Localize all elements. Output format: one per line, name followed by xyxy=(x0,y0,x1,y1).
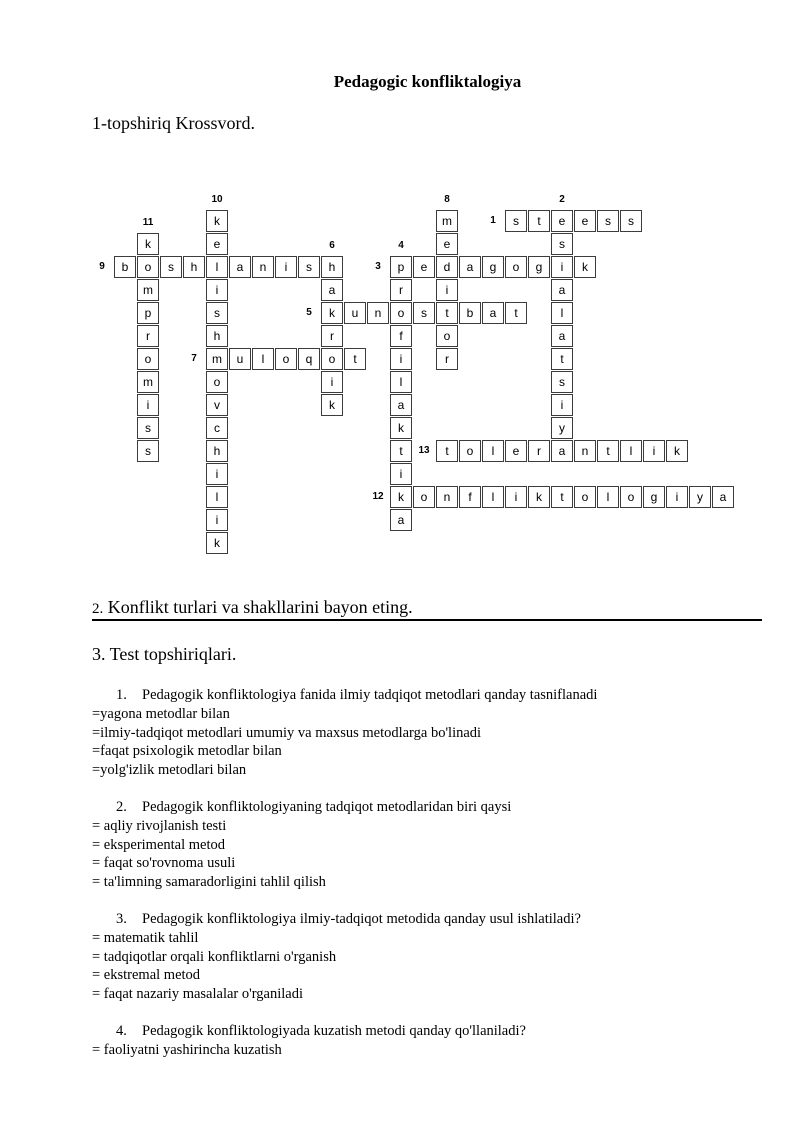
crossword-cell: s xyxy=(160,256,182,278)
crossword-cell: p xyxy=(137,302,159,324)
crossword-cell: k xyxy=(390,417,412,439)
crossword-cell: l xyxy=(620,440,642,462)
crossword-cell: m xyxy=(206,348,228,370)
crossword-cell: c xyxy=(206,417,228,439)
crossword-cell: t xyxy=(551,486,573,508)
crossword-cell: o xyxy=(574,486,596,508)
test-question xyxy=(92,686,772,705)
crossword-cell: y xyxy=(689,486,711,508)
crossword-cell: a xyxy=(551,279,573,301)
crossword-cell: t xyxy=(390,440,412,462)
test-option: =ilmiy-tadqiqot metodlari umumiy va maxsus metodlarga bo'linadi xyxy=(92,724,482,741)
page-title: Pedagogic konfliktalogiya xyxy=(333,72,522,91)
test-option: = ta'limning samaradorligini tahlil qilish xyxy=(92,874,326,891)
crossword-cell: r xyxy=(137,325,159,347)
crossword-cell: m xyxy=(436,210,458,232)
test-option: = tadqiqotlar orqali konfliktlarni o'rganish xyxy=(92,948,337,965)
crossword-cell: t xyxy=(344,348,366,370)
crossword-cell: s xyxy=(298,256,320,278)
crossword-cell: n xyxy=(252,256,274,278)
test-option: =yagona metodlar bilan xyxy=(92,705,230,722)
crossword-cell: k xyxy=(321,394,343,416)
crossword-cell: k xyxy=(137,233,159,255)
crossword-cell: e xyxy=(551,210,573,232)
crossword-cell: k xyxy=(666,440,688,462)
test-question-text: Pedagogik konfliktologiya fanida ilmiy tadqiqot metodlari qanday tasniflanadi xyxy=(142,687,598,703)
crossword-cell: r xyxy=(321,325,343,347)
test-option: =yolg'izlik metodlari bilan xyxy=(92,762,247,779)
crossword-cell: i xyxy=(137,394,159,416)
crossword-cell: t xyxy=(505,302,527,324)
crossword-cell: a xyxy=(712,486,734,508)
crossword-clue-number: 11 xyxy=(142,217,154,228)
crossword-cell: a xyxy=(390,509,412,531)
test-item xyxy=(92,1022,772,1060)
crossword-cell: l xyxy=(390,371,412,393)
crossword-cell: r xyxy=(390,279,412,301)
crossword-cell: v xyxy=(206,394,228,416)
test-question xyxy=(92,1022,772,1041)
crossword-cell: a xyxy=(551,440,573,462)
crossword-cell: i xyxy=(206,463,228,485)
crossword-clue-number: 1 xyxy=(490,215,496,226)
crossword-cell: f xyxy=(459,486,481,508)
crossword-cell: h xyxy=(206,440,228,462)
crossword-cell: m xyxy=(137,279,159,301)
crossword-cell: h xyxy=(183,256,205,278)
crossword-cell: b xyxy=(114,256,136,278)
crossword-clue-number: 3 xyxy=(375,261,381,272)
crossword-clue-number: 6 xyxy=(329,240,335,251)
crossword-cell: r xyxy=(528,440,550,462)
crossword-cell: q xyxy=(298,348,320,370)
crossword-cell: p xyxy=(390,256,412,278)
task2-underline xyxy=(92,619,762,621)
crossword-clue-number: 10 xyxy=(211,194,223,205)
crossword-cell: e xyxy=(413,256,435,278)
crossword-cell: o xyxy=(321,348,343,370)
crossword-cell: a xyxy=(482,302,504,324)
crossword-cell: l xyxy=(551,302,573,324)
task3-heading: 3. Test topshiriqlari. xyxy=(92,644,237,664)
test-option: =faqat psixologik metodlar bilan xyxy=(92,743,282,760)
crossword-cell: l xyxy=(597,486,619,508)
crossword-cell: o xyxy=(137,348,159,370)
crossword-cell: i xyxy=(551,394,573,416)
crossword-cell: g xyxy=(482,256,504,278)
crossword-cell: k xyxy=(321,302,343,324)
test-question xyxy=(92,910,772,929)
test-question xyxy=(92,798,772,817)
crossword-cell: i xyxy=(390,463,412,485)
test-option: = faqat so'rovnoma usuli xyxy=(92,855,236,872)
crossword-cell: l xyxy=(482,486,504,508)
crossword-cell: k xyxy=(390,486,412,508)
crossword-cell: s xyxy=(551,371,573,393)
crossword-cell: b xyxy=(459,302,481,324)
test-option: = eksperimental metod xyxy=(92,836,225,853)
task2-heading xyxy=(92,597,413,618)
crossword-cell: i xyxy=(321,371,343,393)
crossword-clue-number: 7 xyxy=(191,353,197,364)
crossword-cell: s xyxy=(620,210,642,232)
crossword-cell: i xyxy=(390,348,412,370)
crossword-cell: i xyxy=(551,256,573,278)
crossword-clue-number: 2 xyxy=(559,194,565,205)
crossword-cell: n xyxy=(574,440,596,462)
crossword-cell: o xyxy=(206,371,228,393)
crossword-cell: e xyxy=(574,210,596,232)
crossword-cell: s xyxy=(137,417,159,439)
crossword-clue-number: 12 xyxy=(372,491,384,502)
crossword-clue-number: 8 xyxy=(444,194,450,205)
crossword-cell: i xyxy=(436,279,458,301)
task2-text: Konflikt turlari va shakllarini bayon eting. xyxy=(103,597,413,617)
crossword-cell: i xyxy=(206,279,228,301)
crossword-cell: a xyxy=(459,256,481,278)
test-question-number: 4. xyxy=(116,1022,127,1039)
crossword-cell: t xyxy=(551,348,573,370)
test-list xyxy=(92,686,772,1060)
task2-number: 2. xyxy=(92,601,104,617)
test-option: = faqat nazariy masalalar o'rganiladi xyxy=(92,986,304,1003)
test-question-text: Pedagogik konfliktologiyada kuzatish metodi qanday qo'llaniladi? xyxy=(142,1022,526,1039)
crossword-cell: h xyxy=(321,256,343,278)
crossword-cell: t xyxy=(597,440,619,462)
test-item xyxy=(92,798,772,892)
crossword-cell: g xyxy=(643,486,665,508)
test-option: = matematik tahlil xyxy=(92,929,199,946)
crossword-cell: t xyxy=(436,302,458,324)
crossword-cell: k xyxy=(574,256,596,278)
crossword-cell: s xyxy=(505,210,527,232)
crossword-cell: i xyxy=(275,256,297,278)
crossword-cell: a xyxy=(229,256,251,278)
crossword-cell: l xyxy=(482,440,504,462)
crossword-cell: t xyxy=(436,440,458,462)
test-question-text: Pedagogik konfliktologiya ilmiy-tadqiqot metodida qanday usul ishlatiladi? xyxy=(142,910,581,927)
test-option: = ekstremal metod xyxy=(92,967,201,984)
crossword-cell: g xyxy=(528,256,550,278)
crossword-cell: e xyxy=(436,233,458,255)
crossword-cell: o xyxy=(390,302,412,324)
test-item xyxy=(92,686,772,780)
crossword-cell: t xyxy=(528,210,550,232)
crossword-clue-number: 4 xyxy=(398,240,404,251)
crossword-cell: i xyxy=(206,509,228,531)
crossword-cell: i xyxy=(505,486,527,508)
crossword-cell: k xyxy=(206,532,228,554)
crossword-cell: n xyxy=(367,302,389,324)
crossword-clue-number: 13 xyxy=(418,445,430,456)
crossword-cell: a xyxy=(321,279,343,301)
test-question-number: 3. xyxy=(116,910,127,927)
crossword-cell: a xyxy=(390,394,412,416)
crossword-cell: n xyxy=(436,486,458,508)
test-question-text: Pedagogik konfliktologiyaning tadqiqot metodlaridan biri qaysi xyxy=(142,798,512,815)
crossword-clue-number: 5 xyxy=(306,307,312,318)
crossword-cell: o xyxy=(459,440,481,462)
crossword-cell: s xyxy=(206,302,228,324)
crossword-cell: l xyxy=(206,256,228,278)
crossword-cell: d xyxy=(436,256,458,278)
crossword-cell: e xyxy=(206,233,228,255)
crossword-cell: o xyxy=(505,256,527,278)
test-question-number: 2. xyxy=(116,798,127,815)
crossword-cell: o xyxy=(275,348,297,370)
crossword-cell: l xyxy=(252,348,274,370)
test-question-number: 1. xyxy=(116,687,127,703)
crossword-cell: e xyxy=(505,440,527,462)
crossword-cell: y xyxy=(551,417,573,439)
crossword-cell: f xyxy=(390,325,412,347)
crossword-cell: o xyxy=(436,325,458,347)
crossword-cell: o xyxy=(413,486,435,508)
crossword-cell: r xyxy=(436,348,458,370)
crossword-cell: s xyxy=(551,233,573,255)
crossword-cell: m xyxy=(137,371,159,393)
test-item xyxy=(92,910,772,1004)
crossword-clue-number: 9 xyxy=(99,261,105,272)
crossword-cell: s xyxy=(597,210,619,232)
crossword-cell: a xyxy=(551,325,573,347)
crossword-cell: l xyxy=(206,486,228,508)
test-option: = aqliy rivojlanish testi xyxy=(92,817,227,834)
crossword-cell: h xyxy=(206,325,228,347)
crossword-cell: o xyxy=(137,256,159,278)
crossword-cell: s xyxy=(137,440,159,462)
task1-heading: 1-topshiriq Krossvord. xyxy=(92,113,255,133)
crossword-cell: i xyxy=(643,440,665,462)
crossword-cell: u xyxy=(229,348,251,370)
crossword-cell: i xyxy=(666,486,688,508)
crossword-cell: s xyxy=(413,302,435,324)
crossword-cell: o xyxy=(620,486,642,508)
crossword-cell: u xyxy=(344,302,366,324)
crossword-cell: k xyxy=(206,210,228,232)
test-option: = faoliyatni yashirincha kuzatish xyxy=(92,1041,282,1058)
crossword-cell: k xyxy=(528,486,550,508)
